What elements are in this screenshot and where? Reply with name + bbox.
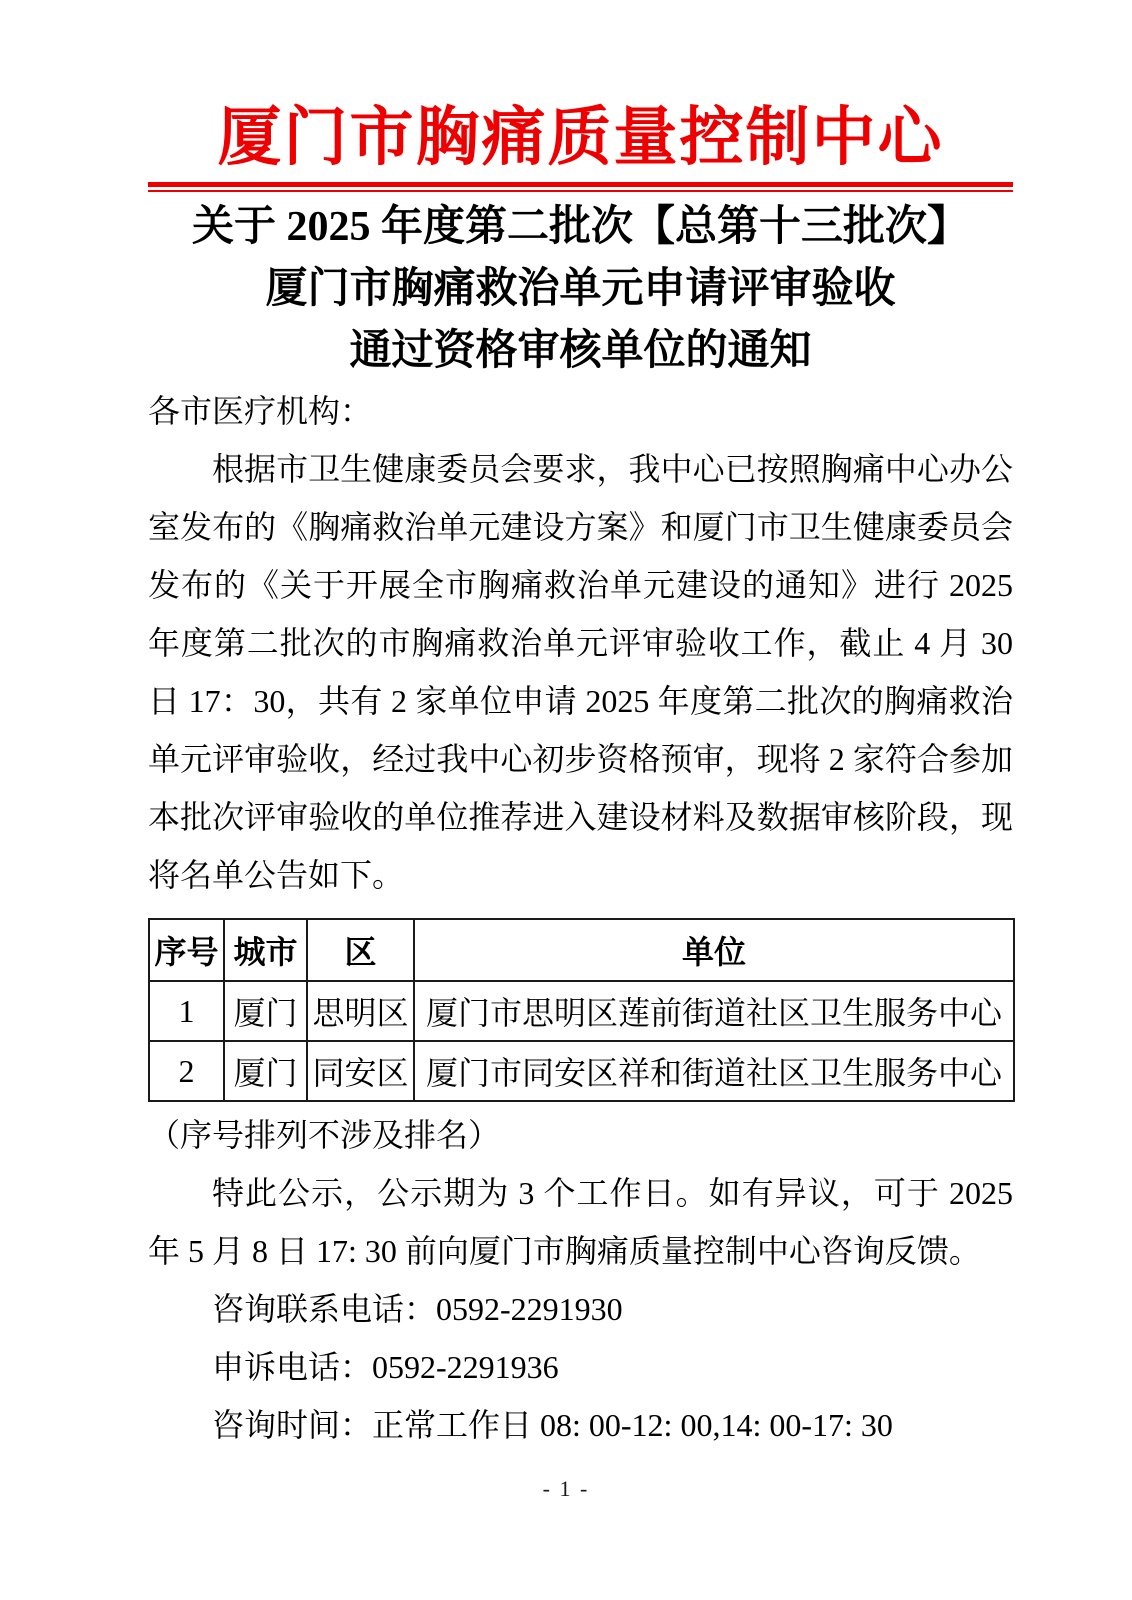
org-title: 厦门市胸痛质量控制中心	[217, 102, 944, 173]
notice-title-line-1: 关于 2025 年度第二批次【总第十三批次】	[191, 204, 969, 250]
cell-seq: 2	[149, 1041, 224, 1101]
salutation: 各市医疗机构：	[148, 393, 373, 429]
cell-unit: 厦门市同安区祥和街道社区卫生服务中心	[414, 1041, 1014, 1101]
title-rule-thin	[148, 190, 1013, 192]
col-header-district: 区	[307, 919, 414, 981]
appeal-phone-line: 申诉电话：0592-2291936	[212, 1349, 559, 1385]
col-header-city: 城市	[224, 919, 307, 981]
cell-district: 思明区	[307, 981, 414, 1041]
cell-city: 厦门	[224, 981, 307, 1041]
cell-seq: 1	[149, 981, 224, 1041]
announcement-paragraph: 特此公示，公示期为 3 个工作日。如有异议，可于 2025 年 5 月 8 日 17: 30 前向厦门市胸痛质量控制中心咨询反馈。	[148, 1175, 1013, 1269]
cell-district: 同安区	[307, 1041, 414, 1101]
ranking-note: （序号排列不涉及排名）	[148, 1117, 501, 1153]
cell-city: 厦门	[224, 1041, 307, 1101]
notice-title	[148, 196, 1013, 382]
notice-title-line-2: 厦门市胸痛救治单元申请评审验收	[265, 266, 896, 312]
table-row	[149, 1041, 1014, 1101]
col-header-seq: 序号	[149, 919, 224, 981]
cell-unit: 厦门市思明区莲前街道社区卫生服务中心	[414, 981, 1014, 1041]
table-header-row	[149, 919, 1014, 981]
notice-title-line-3: 通过资格审核单位的通知	[349, 328, 812, 374]
title-double-rule	[148, 182, 1013, 192]
col-header-unit: 单位	[414, 919, 1014, 981]
hours-line: 咨询时间：正常工作日 08: 00-12: 00,14: 00-17: 30	[212, 1407, 893, 1443]
body-paragraph: 根据市卫生健康委员会要求，我中心已按照胸痛中心办公室发布的《胸痛救治单元建设方案》和厦门市卫生健康委员会发布的《关于开展全市胸痛救治单元建设的通知》进行 2025 年度第二批次的市胸痛救治单元评审验收工作，截止 4 月 30 日 17：30，共有 2 家单位申请 2025 年度第二批次的胸痛救治单元评审验收，经过我中心初步资格预审，现将 2 家符合参加本批次评审验收的单位推荐进入建设材料及数据审核阶段，现将名单公告如下。	[148, 451, 1013, 893]
title-rule-thick	[148, 182, 1013, 187]
contact-phone-line: 咨询联系电话：0592-2291930	[212, 1291, 623, 1327]
table-row	[149, 981, 1014, 1041]
page-number: - 1 -	[542, 1476, 590, 1501]
approved-units-table	[148, 918, 1015, 1102]
